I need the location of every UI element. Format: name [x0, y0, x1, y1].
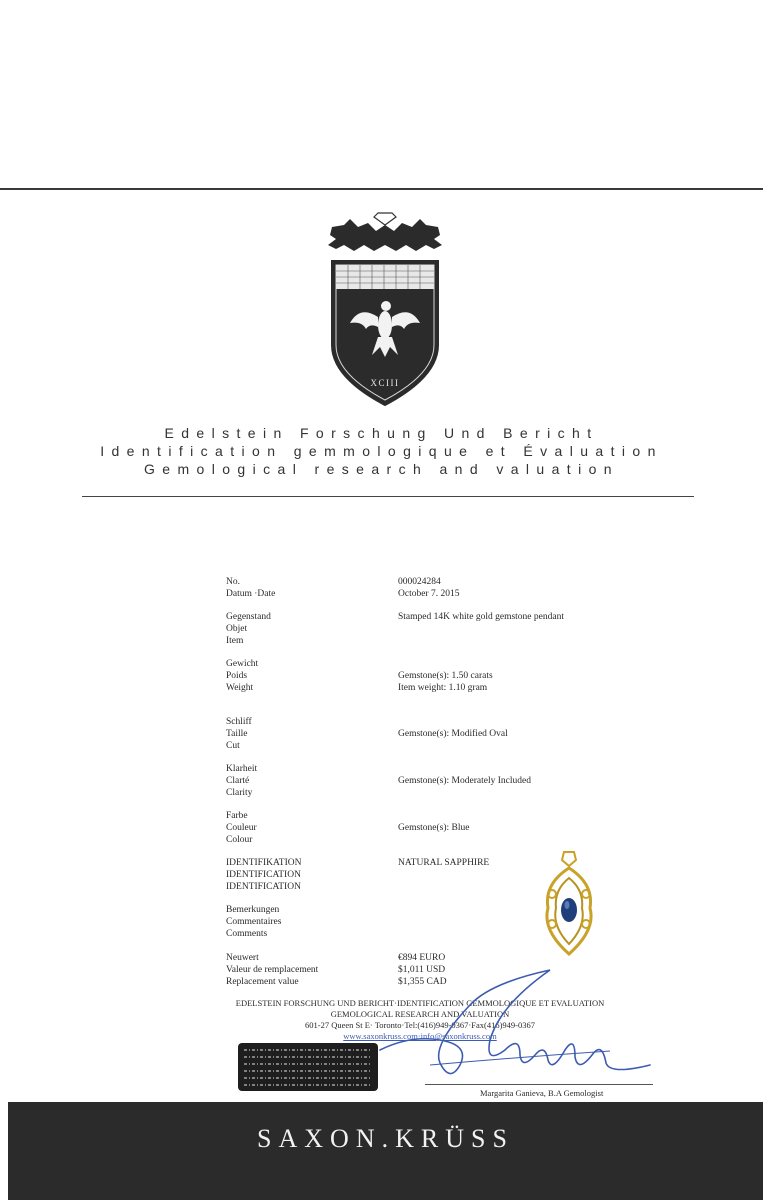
footer-line-2: GEMOLOGICAL RESEARCH AND VALUATION: [330, 1009, 510, 1019]
label-value-de: Neuwert: [226, 953, 259, 963]
label-comments-en: Comments: [226, 929, 268, 939]
value-item-weight: Item weight: 1.10 gram: [398, 683, 488, 693]
label-cut-fr: Taille: [226, 729, 248, 739]
value-item: Stamped 14K white gold gemstone pendant: [398, 612, 564, 622]
footer-line-1: EDELSTEIN FORSCHUNG UND BERICHT·IDENTIFICATION GEMMOLOGIQUE ET EVALUATION: [235, 998, 605, 1008]
brand-name: SAXON.KRÜSS: [257, 1124, 514, 1153]
label-colour-en: Colour: [226, 835, 253, 845]
label-value-fr: Valeur de remplacement: [226, 965, 319, 975]
value-gemstone-weight: Gemstone(s): 1.50 carats: [398, 671, 493, 681]
section-divider: [82, 496, 694, 497]
heading-english: Gemological research and valuation: [144, 461, 619, 477]
signature: [370, 965, 660, 1090]
label-identification-en: IDENTIFICATION: [226, 882, 301, 892]
gemologist-name: Margarita Ganieva, B.A Gemologist: [480, 1088, 604, 1098]
value-euro: €894 EURO: [398, 953, 446, 963]
footer-website-link[interactable]: www.saxonkruss.com·info@saxonkruss.com: [343, 1031, 497, 1041]
value-identification: NATURAL SAPPHIRE: [398, 858, 490, 868]
value-clarity: Gemstone(s): Moderately Included: [398, 776, 531, 786]
label-weight-fr: Poids: [226, 671, 248, 681]
top-rule: [0, 188, 763, 190]
label-clarity-de: Klarheit: [226, 764, 258, 774]
label-cut-en: Cut: [226, 741, 240, 751]
heading-french: Identification gemmologique et Évaluation: [100, 443, 663, 459]
label-colour-fr: Couleur: [226, 823, 257, 833]
crest-numeral: XCIII: [370, 378, 400, 388]
footer-address: 601-27 Queen St E· Toronto·Tel:(416)949-0367·Fax(416)949-0367: [304, 1020, 535, 1030]
value-cut: Gemstone(s): Modified Oval: [398, 729, 508, 739]
label-date: Datum ·Date: [226, 589, 276, 599]
label-comments-fr: Commentaires: [226, 917, 282, 927]
label-clarity-fr: Clarté: [226, 776, 250, 786]
heading-german: Edelstein Forschung Und Bericht: [164, 425, 599, 441]
pendant-photo: [538, 848, 600, 960]
label-identification-de: IDENTIFIKATION: [226, 858, 302, 868]
label-value-en: Replacement value: [226, 977, 299, 987]
signature-line: [425, 1084, 653, 1085]
label-item-de: Gegenstand: [226, 612, 271, 622]
hologram-seal: [238, 1043, 378, 1091]
value-number: 000024284: [398, 577, 441, 587]
label-weight-de: Gewicht: [226, 659, 259, 669]
label-item-fr: Objet: [226, 624, 248, 634]
label-item-en: Item: [226, 636, 244, 646]
label-comments-de: Bemerkungen: [226, 905, 280, 915]
label-number: No.: [226, 577, 240, 587]
crest-logo: [320, 205, 450, 410]
label-weight-en: Weight: [226, 683, 254, 693]
label-cut-de: Schliff: [226, 717, 252, 727]
value-date: October 7. 2015: [398, 589, 460, 599]
label-identification-fr: IDENTIFICATION: [226, 870, 301, 880]
label-clarity-en: Clarity: [226, 788, 253, 798]
label-colour-de: Farbe: [226, 811, 248, 821]
value-usd: $1,011 USD: [398, 965, 446, 975]
value-colour: Gemstone(s): Blue: [398, 823, 470, 833]
value-cad: $1,355 CAD: [398, 977, 447, 987]
